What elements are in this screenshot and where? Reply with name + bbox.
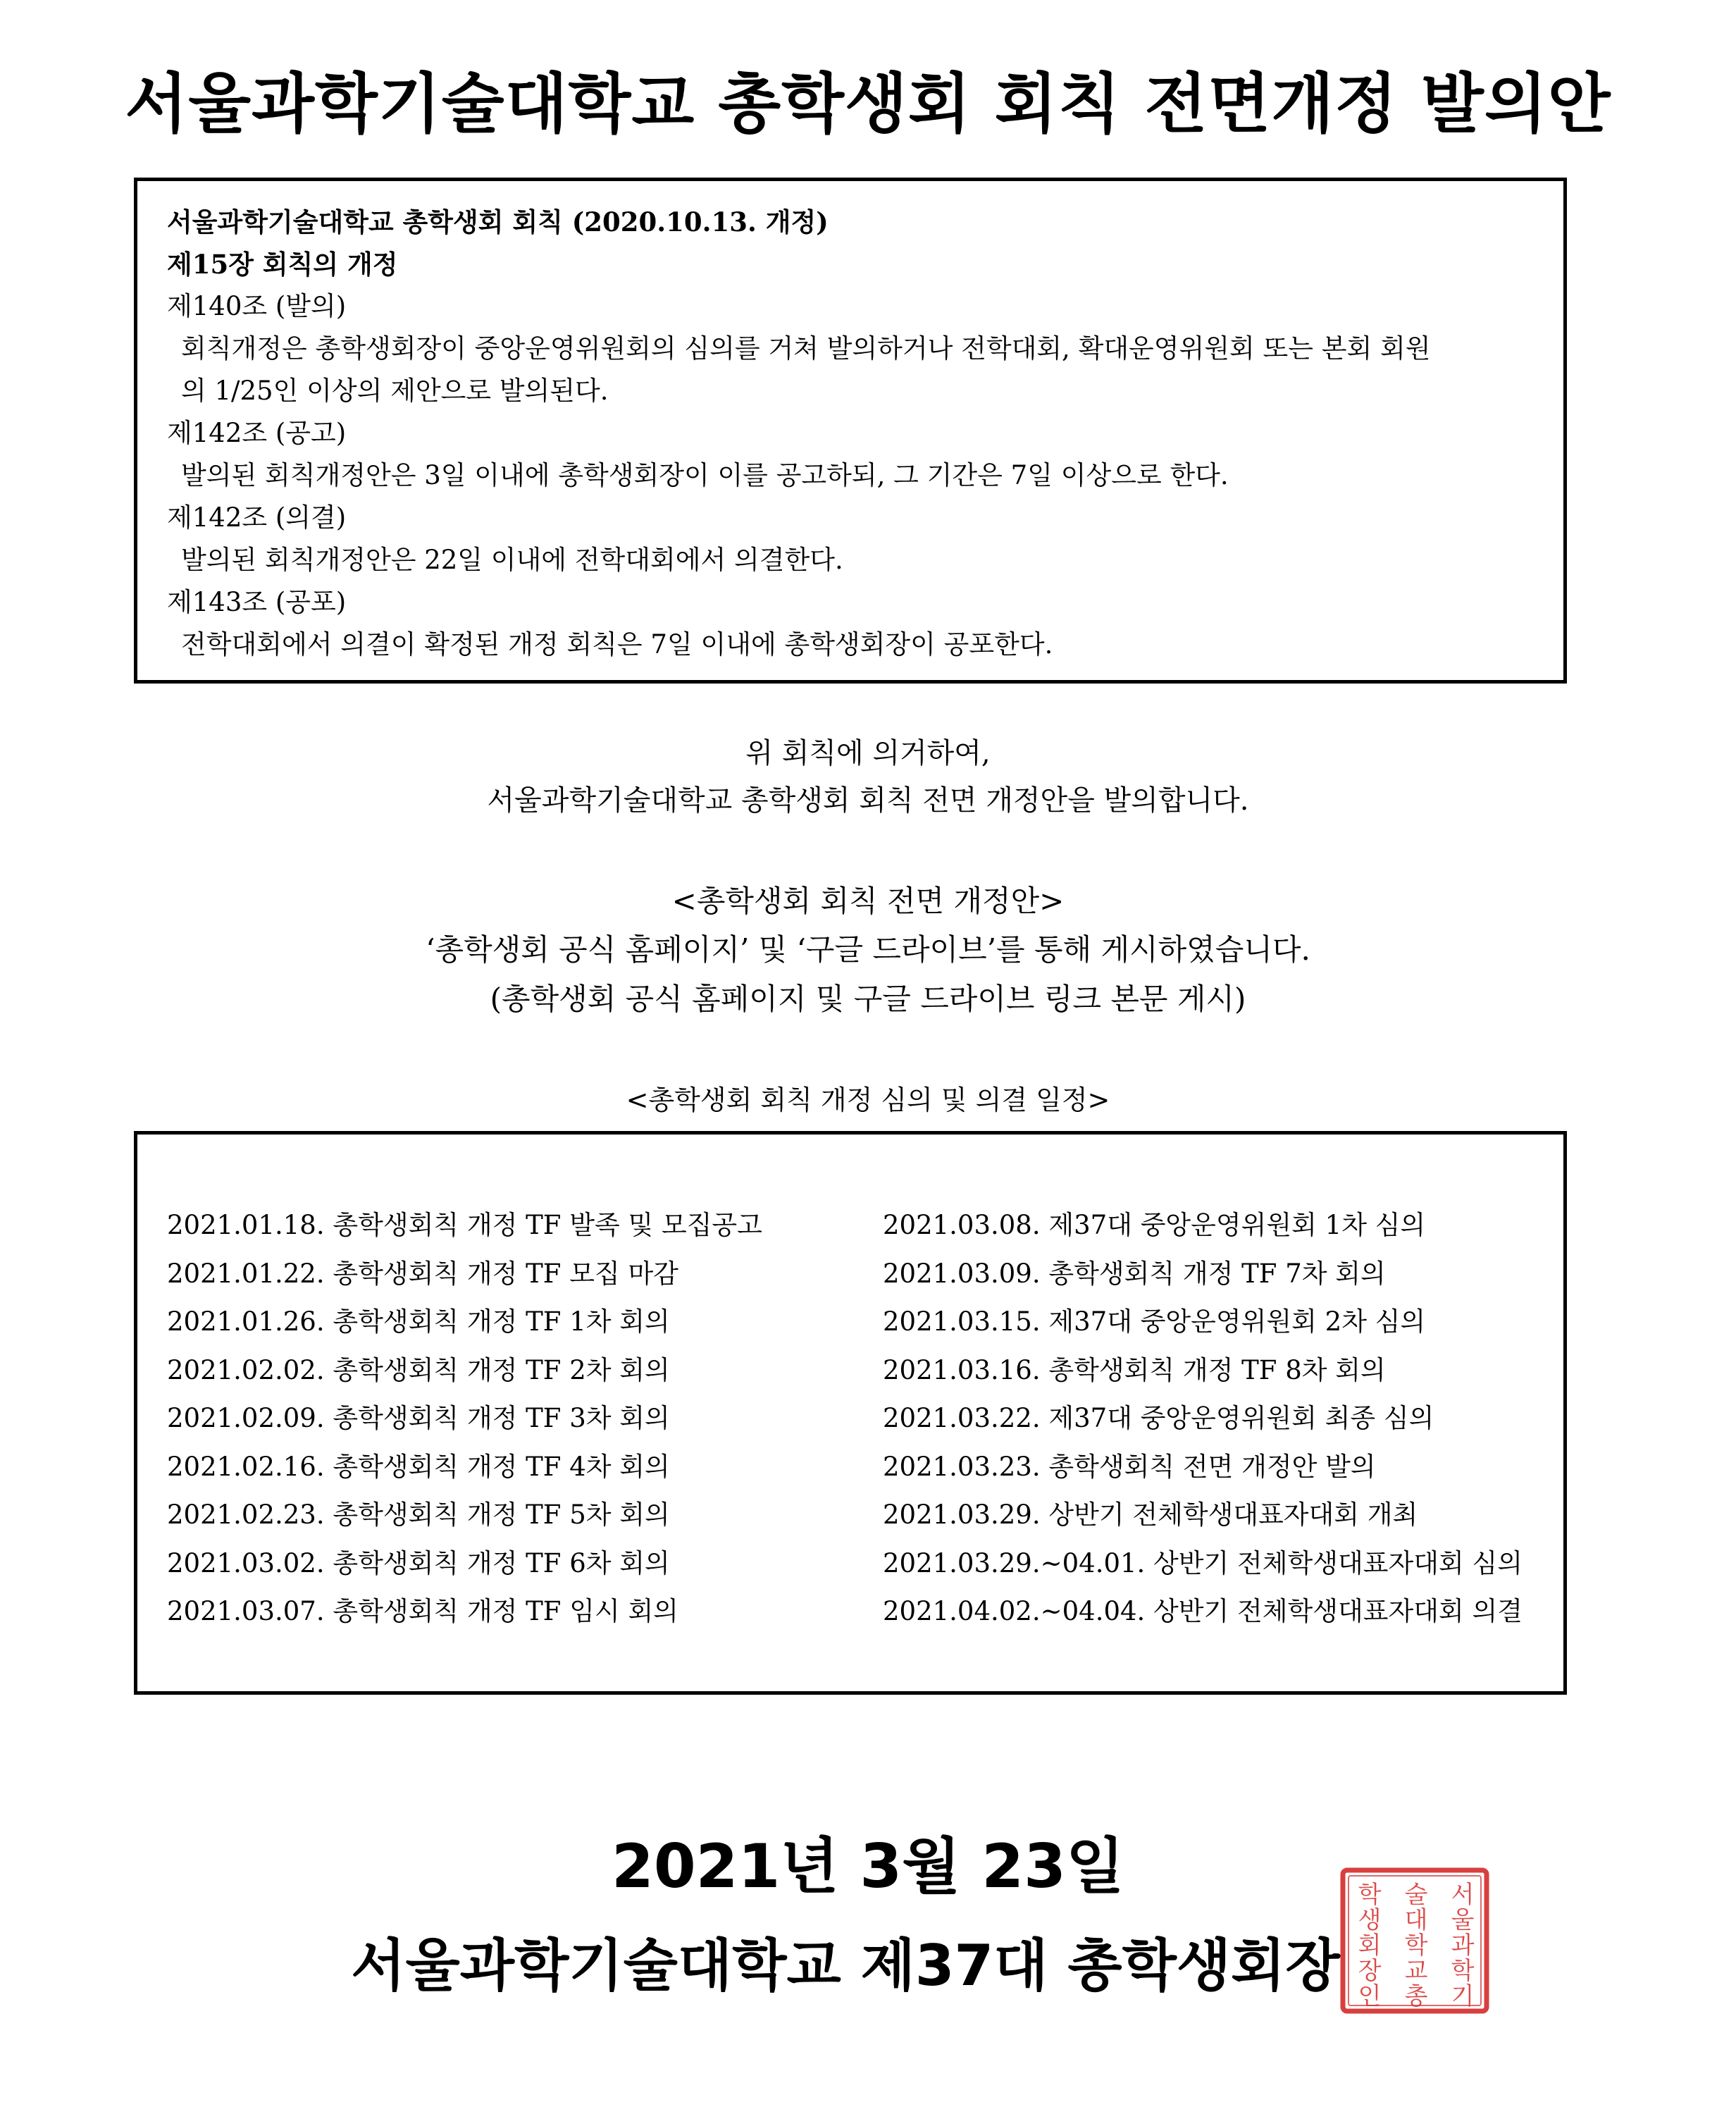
rules-excerpt-box [134,178,1567,684]
signer-name: 서울과학기술대학교 제37대 총학생회장 [351,1933,1340,1998]
schedule-item: 2021.02.09. 총학생회칙 개정 TF 3차 회의 [167,1403,670,1433]
schedule-item: 2021.01.22. 총학생회칙 개정 TF 모집 마감 [167,1258,678,1289]
article-143-title: 제143조 (공포) [167,587,347,617]
seal-glyph: 기 [1451,1982,1475,2010]
seal-glyph: 총 [1404,1982,1428,2010]
seal-glyph: 학 [1404,1931,1428,1960]
seal-glyph: 과 [1451,1931,1475,1960]
schedule-item: 2021.02.02. 총학생회칙 개정 TF 2차 회의 [167,1354,670,1385]
official-seal-stamp [1339,1866,1491,2015]
article-143-text: 전학대회에서 의결이 확정된 개정 회칙은 7일 이내에 총학생회장이 공포한다. [181,629,1053,660]
seal-glyph: 장 [1358,1957,1382,1985]
schedule-item: 2021.03.23. 총학생회칙 전면 개정안 발의 [883,1451,1376,1482]
notice-line-links: (총학생회 공식 홈페이지 및 구글 드라이브 링크 본문 게시) [490,982,1246,1016]
article-142-notice-text: 발의된 회칙개정안은 3일 이내에 총학생회장이 이를 공고하되, 그 기간은 7일 이상으로 한다. [181,460,1229,490]
schedule-item: 2021.02.23. 총학생회칙 개정 TF 5차 회의 [167,1500,670,1530]
seal-glyph: 서 [1451,1881,1475,1909]
schedule-left-column [167,1201,762,1636]
seal-glyph: 술 [1404,1881,1428,1909]
seal-glyph: 교 [1404,1957,1428,1985]
issue-date: 2021년 3월 23일 [612,1831,1124,1902]
seal-glyph: 대 [1404,1906,1428,1934]
schedule-heading: <총학생회 회칙 개정 심의 및 의결 일정> [626,1084,1110,1115]
schedule-item: 2021.03.29.~04.01. 상반기 전체학생대표자대회 심의 [883,1547,1523,1578]
intro-line-1: 위 회칙에 의거하여, [745,737,991,769]
schedule-item: 2021.03.02. 총학생회칙 개정 TF 6차 회의 [167,1547,670,1578]
schedule-item: 2021.03.07. 총학생회칙 개정 TF 임시 회의 [167,1596,678,1626]
schedule-item: 2021.03.16. 총학생회칙 개정 TF 8차 회의 [883,1354,1386,1385]
article-142-resolution-title: 제142조 (의결) [167,502,347,533]
seal-glyph: 학 [1451,1957,1475,1985]
article-140-text-cont: 의 1/25인 이상의 제안으로 발의된다. [181,376,609,406]
seal-glyph: 생 [1358,1906,1382,1934]
seal-glyph: 울 [1451,1906,1475,1934]
schedule-item: 2021.02.16. 총학생회칙 개정 TF 4차 회의 [167,1451,670,1482]
intro-line-2: 서울과학기술대학교 총학생회 회칙 전면 개정안을 발의합니다. [487,784,1249,817]
seal-glyph: 회 [1358,1931,1382,1960]
notice-title: <총학생회 회칙 전면 개정안> [671,884,1065,918]
schedule-item: 2021.03.08. 제37대 중앙운영위원회 1차 심의 [883,1210,1426,1240]
schedule-item: 2021.03.09. 총학생회칙 개정 TF 7차 회의 [883,1258,1386,1289]
schedule-item: 2021.03.22. 제37대 중앙운영위원회 최종 심의 [883,1403,1434,1433]
rules-heading: 서울과학기술대학교 총학생회 회칙 (2020.10.13. 개정) [167,206,829,237]
seal-glyph: 인 [1358,1982,1382,2010]
schedule-item: 2021.03.29. 상반기 전체학생대표자대회 개최 [883,1500,1418,1530]
schedule-box [134,1131,1567,1695]
article-142-notice-title: 제142조 (공고) [167,418,347,448]
article-140-text: 회칙개정은 총학생회장이 중앙운영위원회의 심의를 거쳐 발의하거나 전학대회, 확대운영위원회 또는 본회 회원 [181,333,1431,364]
schedule-right-column [883,1201,1523,1636]
notice-line-posted: ‘총학생회 공식 홈페이지’ 및 ‘구글 드라이브’를 통해 게시하였습니다. [426,932,1310,967]
schedule-item: 2021.01.26. 총학생회칙 개정 TF 1차 회의 [167,1306,670,1337]
schedule-item: 2021.03.15. 제37대 중앙운영위원회 2차 심의 [883,1306,1426,1337]
article-142-resolution-text: 발의된 회칙개정안은 22일 이내에 전학대회에서 의결한다. [181,545,843,575]
chapter-heading: 제15장 회칙의 개정 [167,249,398,280]
document-title: 서울과학기술대학교 총학생회 회칙 전면개정 발의안 [125,66,1611,142]
schedule-item: 2021.01.18. 총학생회칙 개정 TF 발족 및 모집공고 [167,1210,762,1240]
seal-glyph: 학 [1358,1881,1382,1909]
schedule-item: 2021.04.02.~04.04. 상반기 전체학생대표자대회 의결 [883,1596,1523,1626]
article-140-title: 제140조 (발의) [167,291,347,321]
